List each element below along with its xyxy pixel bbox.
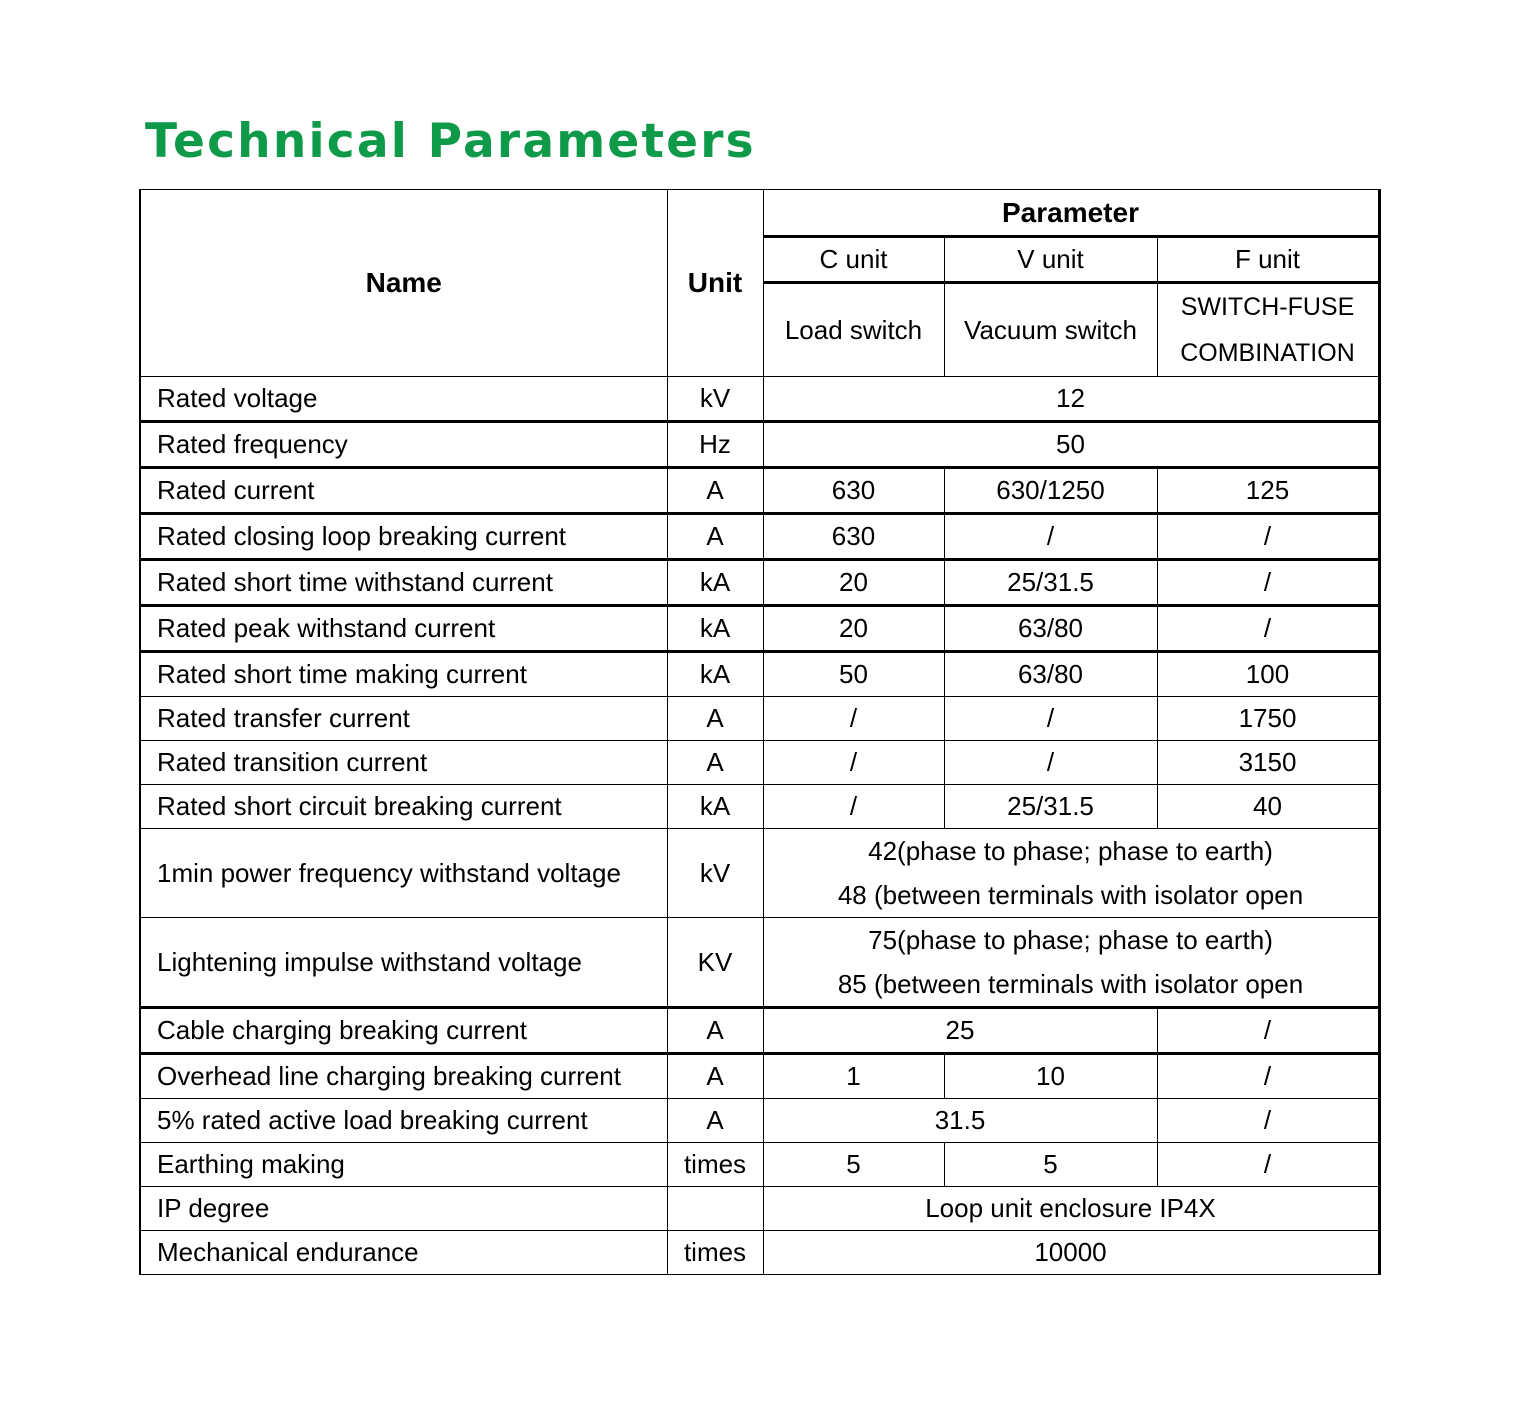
row-unit: A	[667, 514, 763, 560]
row-value-f: /	[1157, 514, 1379, 560]
row-unit	[667, 1187, 763, 1231]
row-name: Overhead line charging breaking current	[140, 1054, 667, 1099]
table-row	[140, 1008, 1379, 1054]
row-value-f: /	[1157, 606, 1379, 652]
row-name: 5% rated active load breaking current	[140, 1099, 667, 1143]
row-value-v: 5	[944, 1143, 1157, 1187]
row-unit: kV	[667, 829, 763, 918]
row-name: Rated current	[140, 468, 667, 514]
row-name: Rated frequency	[140, 422, 667, 468]
row-name: Earthing making	[140, 1143, 667, 1187]
table-row	[140, 1099, 1379, 1143]
row-value-f: 125	[1157, 468, 1379, 514]
table-row	[140, 606, 1379, 652]
row-value-line2: 85 (between terminals with isolator open	[837, 969, 1304, 999]
table-row	[140, 785, 1379, 829]
row-value-v: 63/80	[944, 652, 1157, 697]
row-value-c: 1	[763, 1054, 944, 1099]
row-unit: kA	[667, 606, 763, 652]
row-value-all: 10000	[763, 1231, 1379, 1275]
table-row	[140, 514, 1379, 560]
row-value-v: /	[944, 741, 1157, 785]
table-row	[140, 422, 1379, 468]
table-row	[140, 829, 1379, 918]
row-name: Rated short time making current	[140, 652, 667, 697]
table-row	[140, 697, 1379, 741]
header-parameter: Parameter	[763, 190, 1379, 237]
table-row	[140, 741, 1379, 785]
header-f-desc-line1: SWITCH-FUSE	[1180, 293, 1355, 321]
header-c-desc: Load switch	[763, 283, 944, 377]
table-row	[140, 468, 1379, 514]
row-value-c: /	[763, 785, 944, 829]
row-name: Rated transition current	[140, 741, 667, 785]
row-name: Rated peak withstand current	[140, 606, 667, 652]
row-unit: kA	[667, 785, 763, 829]
row-value-v: 25/31.5	[944, 560, 1157, 606]
table-row	[140, 1231, 1379, 1275]
row-name: Rated closing loop breaking current	[140, 514, 667, 560]
row-unit: kA	[667, 652, 763, 697]
row-name: Rated short time withstand current	[140, 560, 667, 606]
row-value-c: 5	[763, 1143, 944, 1187]
row-unit: kV	[667, 377, 763, 422]
row-value-all: 50	[763, 422, 1379, 468]
row-value-c: 20	[763, 606, 944, 652]
row-name: Cable charging breaking current	[140, 1008, 667, 1054]
row-value-line1: 75(phase to phase; phase to earth)	[868, 925, 1273, 955]
row-value-f: 100	[1157, 652, 1379, 697]
row-unit: times	[667, 1143, 763, 1187]
row-value-v: 63/80	[944, 606, 1157, 652]
row-value-c: /	[763, 741, 944, 785]
row-value-c: 630	[763, 514, 944, 560]
row-name: Lightening impulse withstand voltage	[140, 918, 667, 1008]
row-value-all: Loop unit enclosure IP4X	[763, 1187, 1379, 1231]
row-value-all	[763, 829, 1379, 918]
row-value-all: 12	[763, 377, 1379, 422]
row-value-f: /	[1157, 1099, 1379, 1143]
row-unit: times	[667, 1231, 763, 1275]
row-value-c: 630	[763, 468, 944, 514]
row-name: Rated voltage	[140, 377, 667, 422]
header-v-desc: Vacuum switch	[944, 283, 1157, 377]
row-unit: kA	[667, 560, 763, 606]
table-row	[140, 560, 1379, 606]
row-value-v: /	[944, 697, 1157, 741]
row-value-v: 630/1250	[944, 468, 1157, 514]
row-value-f: /	[1157, 1008, 1379, 1054]
row-value-c: 20	[763, 560, 944, 606]
row-name: Rated transfer current	[140, 697, 667, 741]
page-title: Technical Parameters	[145, 114, 756, 169]
row-value-cv: 25	[763, 1008, 1157, 1054]
row-value-f: /	[1157, 1054, 1379, 1099]
row-name: Rated short circuit breaking current	[140, 785, 667, 829]
table-row	[140, 1054, 1379, 1099]
row-value-cv: 31.5	[763, 1099, 1157, 1143]
row-value-c: 50	[763, 652, 944, 697]
row-value-line1: 42(phase to phase; phase to earth)	[868, 836, 1273, 866]
header-v-unit: V unit	[944, 237, 1157, 283]
row-value-all	[763, 918, 1379, 1008]
row-unit: A	[667, 697, 763, 741]
table-row	[140, 1187, 1379, 1231]
row-unit: A	[667, 1099, 763, 1143]
row-value-v: 10	[944, 1054, 1157, 1099]
row-value-f: 3150	[1157, 741, 1379, 785]
technical-parameters-table	[139, 189, 1381, 1275]
row-value-f: 40	[1157, 785, 1379, 829]
header-f-unit: F unit	[1157, 237, 1379, 283]
header-unit: Unit	[667, 190, 763, 377]
row-unit: KV	[667, 918, 763, 1008]
row-unit: A	[667, 1008, 763, 1054]
header-f-desc-line2: COMBINATION	[1180, 339, 1355, 367]
row-value-v: 25/31.5	[944, 785, 1157, 829]
row-name: IP degree	[140, 1187, 667, 1231]
header-name: Name	[140, 190, 667, 377]
table-row	[140, 1143, 1379, 1187]
row-name: Mechanical endurance	[140, 1231, 667, 1275]
row-name: 1min power frequency withstand voltage	[140, 829, 667, 918]
table-row	[140, 377, 1379, 422]
row-value-v: /	[944, 514, 1157, 560]
row-value-f: 1750	[1157, 697, 1379, 741]
row-unit: Hz	[667, 422, 763, 468]
row-value-f: /	[1157, 1143, 1379, 1187]
row-unit: A	[667, 468, 763, 514]
row-unit: A	[667, 1054, 763, 1099]
row-value-c: /	[763, 697, 944, 741]
row-value-line2: 48 (between terminals with isolator open	[837, 880, 1304, 910]
header-f-desc	[1157, 283, 1379, 377]
row-value-f: /	[1157, 560, 1379, 606]
header-c-unit: C unit	[763, 237, 944, 283]
table-row	[140, 918, 1379, 1008]
row-unit: A	[667, 741, 763, 785]
table-row	[140, 652, 1379, 697]
